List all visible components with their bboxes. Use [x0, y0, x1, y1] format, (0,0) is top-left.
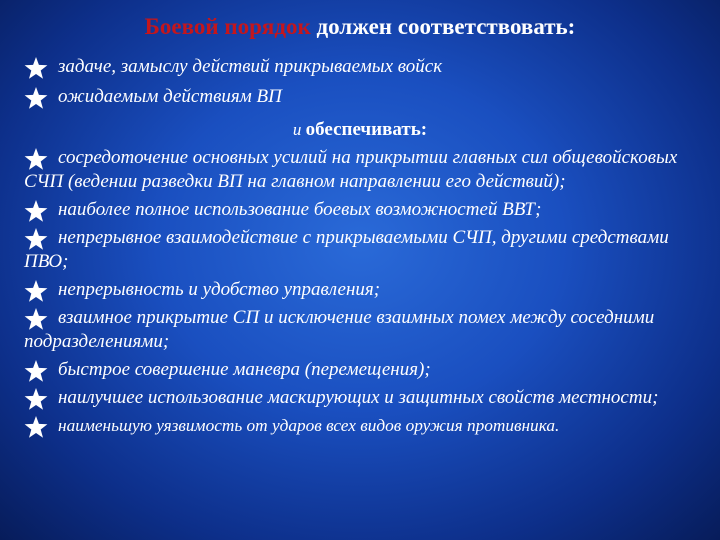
subtitle-conjunction: и: [292, 120, 306, 139]
slide-title: [0, 12, 720, 42]
star-icon: [24, 56, 48, 80]
list-item-text: взаимное прикрытие СП и исключение взаимных помех между соседними подразделениями;: [24, 307, 655, 352]
star-icon: [24, 199, 48, 223]
list-item: [24, 146, 714, 194]
title-accent: Боевой порядок: [144, 14, 311, 39]
list-item: [24, 198, 714, 222]
star-icon: [24, 86, 48, 110]
list-item: [24, 226, 714, 274]
list-item-text: наилучшее использование маскирующих и защитных свойств местности;: [58, 387, 659, 408]
section-subtitle: [0, 117, 720, 143]
star-icon: [24, 387, 48, 411]
list-item: [24, 358, 714, 382]
subtitle-heading: обеспечивать:: [305, 119, 428, 140]
list-item-text: наименьшую уязвимость от ударов всех видов оружия противника.: [58, 416, 560, 435]
star-icon: [24, 359, 48, 383]
list-item-text: задаче, замыслу действий прикрываемых войск: [58, 56, 443, 77]
list-item-text: сосредоточение основных усилий на прикрытии главных сил общевойсковых СЧП (ведении разведки ВП на главном направлении его действий);: [24, 147, 678, 192]
list-item-text: быстрое совершение маневра (перемещения);: [58, 359, 431, 380]
star-icon: [24, 279, 48, 303]
provisions-list: [24, 146, 714, 442]
list-item-text: непрерывность и удобство управления;: [58, 279, 381, 300]
list-item: [24, 306, 714, 354]
list-item-text: ожидаемым действиям ВП: [58, 86, 282, 107]
list-item: [24, 414, 714, 438]
list-item-text: наиболее полное использование боевых возможностей ВВТ;: [58, 199, 542, 220]
star-icon: [24, 147, 48, 171]
list-item: [24, 85, 714, 109]
star-icon: [24, 307, 48, 331]
title-rest: должен соответствовать:: [310, 14, 576, 39]
requirements-list: [24, 55, 714, 115]
list-item: [24, 278, 714, 302]
star-icon: [24, 227, 48, 251]
list-item-text: непрерывное взаимодействие с прикрываемыми СЧП, другими средствами ПВО;: [24, 227, 669, 272]
list-item: [24, 55, 714, 79]
star-icon: [24, 415, 48, 439]
list-item: [24, 386, 714, 410]
